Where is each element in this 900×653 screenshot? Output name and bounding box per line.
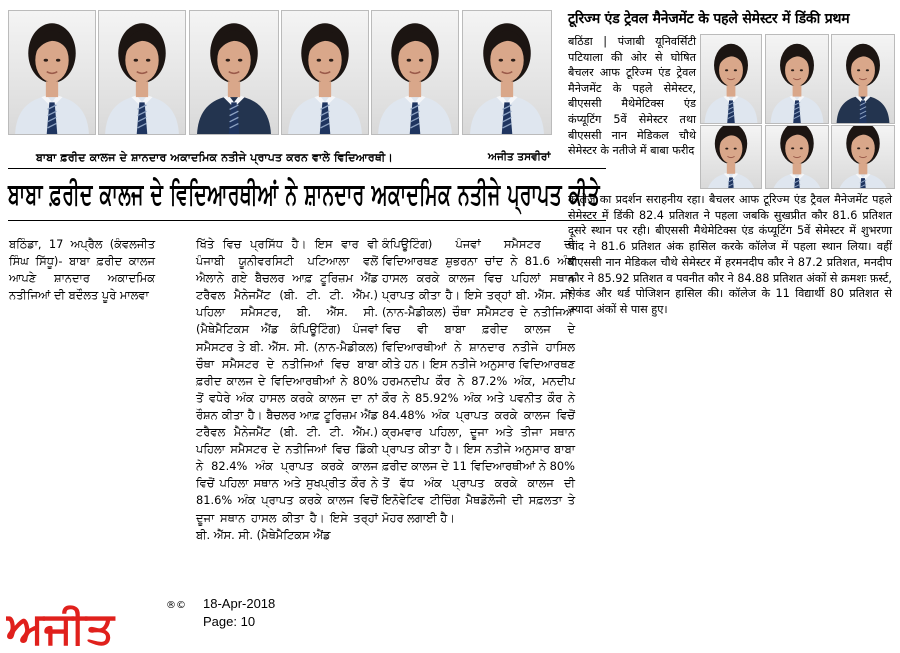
ajit-logo xyxy=(6,601,174,649)
photo-caption: ਬਾਬਾ ਫ਼ਰੀਦ ਕਾਲਜ ਦੇ ਸ਼ਾਨਦਾਰ ਅਕਾਦਮਿਕ ਨਤੀਜੇ ਪ੍ਰਾਪਤ ਕਰਨ ਵਾਲੇ ਵਿਦਿਆਰਥੀ। xyxy=(36,151,393,164)
hindi-intro: बठिंडा | पंजाबी यूनिवर्सिटी पटियाला की ओर से घोषित बैचलर आफ टूरिज्म एंड ट्रेवल मैनेजमेंट के पहले सेमेस्टर, बीएससी मैथेमेटिक्स एंड कंप्यूटिंग 5वें सेमेस्टर तथा बीएससी नान मेडिकल चौथे सेमेस्टर के नतीजे में बाबा फरीद xyxy=(568,35,696,158)
svg-text:ਅਜੀਤ: ਅਜੀਤ xyxy=(6,603,114,649)
page-number: Page: 10 xyxy=(203,614,256,629)
student-photo-5 xyxy=(371,10,459,135)
hindi-headline: टूरिज्म एंड ट्रेवल मैनेजमेंट के पहले सेमेस्टर में डिंकी प्रथम xyxy=(568,11,850,27)
registered-mark: ®© xyxy=(166,600,186,611)
student-photo-6 xyxy=(462,10,552,135)
student-photo-1 xyxy=(8,10,96,135)
student-photo-grid-1 xyxy=(700,34,762,124)
student-photo-grid-2 xyxy=(765,34,829,124)
hindi-body: कॉलेज का प्रदर्शन सराहनीय रहा। बैचलर आफ टूरिज्म एंड ट्रैवल मैनेजमेंट पहले सेमेस्टर में डिंकी 82.4 प्रतिशत ने पहला जबकि सुखप्रीत कौर 81.6 प्रतिशत दूसरे स्थान पर रही। बीएससी मैथेमेटिक्स एंड कंप्यूटिंग 5वें सेमेस्टर में शुभरणा चांद ने 81.6 प्रतिशत अंक हासिल करके कॉलेज में पहला स्थान लिया। वहीं बीएससी नान मेडिकल चौथे सेमेस्टर में हरमनदीप कौर ने 87.2 प्रतिशत, मनदीप कौर ने 85.92 प्रतिशत व पवनीत कौर ने 84.88 प्रतिशत अंकों से क्रमशः फ़र्स्ट, सेकंड और थर्ड पोजिशन हासिल की। कॉलेज के 11 विद्यार्थी 80 प्रतिशत से ज्यादा अंकों से पास हुए। xyxy=(568,193,892,316)
article-column-2: ਖਿੱਤੇ ਵਿਚ ਪ੍ਰਸਿੱਧ ਹੈ। ਇਸ ਵਾਰ ਵੀ ਪੰਜਾਬੀ ਯੂਨੀਵਰਸਿਟੀ ਪਟਿਆਲਾ ਵਲੋਂ ਐਲਾਨੇ ਗਏ ਬੈਚਲਰ ਆਫ਼ ਟੂਰਿਜ਼ਮ ਐਂਡ ਟਰੈਵਲ ਮੈਨੇਜਮੈਂਟ (ਬੀ. ਟੀ. ਟੀ. ਐੱਮ.) ਪਹਿਲਾ ਸਮੈਸਟਰ, ਬੀ. ਐੱਸ. ਸੀ. (ਮੈਥੇਮੈਟਿਕਸ ਐਂਡ ਕੰਪਿਊਟਿੰਗ) ਪੰਜਵਾਂ ਸਮੈਸਟਰ ਤੇ ਬੀ. ਐੱਸ. ਸੀ. (ਨਾਨ-ਮੈਡੀਕਲ) ਚੌਥਾ ਸਮੈਸਟਰ ਦੇ ਨਤੀਜਿਆਂ ਵਿਚ ਬਾਬਾ ਫ਼ਰੀਦ ਕਾਲਜ ਦੇ ਵਿਦਿਆਰਥੀਆਂ ਨੇ 80% ਤੋਂ ਵਧੇਰੇ ਅੰਕ ਹਾਸਲ ਕਰਕੇ ਕਾਲਜ ਦਾ ਨਾਂ ਰੌਸ਼ਨ ਕੀਤਾ ਹੈ। ਬੈਚਲਰ ਆਫ਼ ਟੂਰਿਜ਼ਮ ਐਂਡ ਟਰੈਵਲ ਮੈਨੇਜਮੈਂਟ (ਬੀ. ਟੀ. ਟੀ. ਐੱਮ.) ਪਹਿਲਾ ਸਮੈਸਟਰ ਦੇ ਨਤੀਜਿਆਂ ਵਿਚ ਡਿੰਕੀ ਨੇ 82.4% ਅੰਕ ਪ੍ਰਾਪਤ ਕਰਕੇ ਕਾਲਜ ਵਿਚੋਂ ਪਹਿਲਾ ਸਥਾਨ ਅਤੇ ਸੁਖਪ੍ਰੀਤ ਕੌਰ ਨੇ 81.6% ਅੰਕ ਪ੍ਰਾਪਤ ਕਰਕੇ ਕਾਲਜ ਵਿਚੋਂ ਦੂਜਾ ਸਥਾਨ ਹਾਸਲ ਕੀਤਾ ਹੈ। ਇਸੇ ਤਰ੍ਹਾਂ ਬੀ. ਐੱਸ. ਸੀ. (ਮੈਥੇਮੈਟਿਕਸ ਐਂਡ xyxy=(196,237,378,542)
photo-credit: ਅਜੀਤ ਤਸਵੀਰਾਂ xyxy=(488,151,551,163)
divider xyxy=(8,220,606,221)
student-photo-grid-4 xyxy=(700,125,762,189)
student-photo-3 xyxy=(189,10,279,135)
publication-date: 18-Apr-2018 xyxy=(203,596,276,611)
page-title: ਬਾਬਾ ਫ਼ਰੀਦ ਕਾਲਜ ਦੇ ਵਿਦਿਆਰਥੀਆਂ ਨੇ ਸ਼ਾਨਦਾਰ ਅਕਾਦਮਿਕ ਨਤੀਜੇ ਪ੍ਰਾਪਤ ਕੀਤੇ xyxy=(8,177,600,212)
article-column-3: ਕੰਪਿਊਟਿੰਗ) ਪੰਜਵਾਂ ਸਮੈਸਟਰ ਦੀ ਵਿਦਿਆਰਥਣ ਸ਼ੁਭਰਨਾ ਚਾਂਦ ਨੇ 81.6 ਅੰਕ ਹਾਸਲ ਕਰਕੇ ਕਾਲਜ ਵਿਚ ਪਹਿਲਾਂ ਸਥਾਨ ਪ੍ਰਾਪਤ ਕੀਤਾ ਹੈ। ਇਸੇ ਤਰ੍ਹਾਂ ਬੀ. ਐੱਸ. ਸੀ. (ਨਾਨ-ਮੈਡੀਕਲ) ਚੌਥਾ ਸਮੈਸਟਰ ਦੇ ਨਤੀਜਿਆਂ ਵਿਚ ਵੀ ਬਾਬਾ ਫ਼ਰੀਦ ਕਾਲਜ ਦੇ ਵਿਦਿਆਰਥੀਆਂ ਨੇ ਸ਼ਾਨਦਾਰ ਨਤੀਜੇ ਹਾਸਿਲ ਕੀਤੇ ਹਨ। ਇਸ ਨਤੀਜੇ ਅਨੁਸਾਰ ਵਿਦਿਆਰਥਣ ਹਰਮਨਦੀਪ ਕੌਰ ਨੇ 87.2% ਅੰਕ, ਮਨਦੀਪ ਕੌਰ ਨੇ 85.92% ਅੰਕ ਅਤੇ ਪਵਨੀਤ ਕੌਰ ਨੇ 84.48% ਅੰਕ ਪ੍ਰਾਪਤ ਕਰਕੇ ਕਾਲਜ ਵਿਚੋਂ ਕ੍ਰਮਵਾਰ ਪਹਿਲਾ, ਦੂਜਾ ਅਤੇ ਤੀਜਾ ਸਥਾਨ ਪ੍ਰਾਪਤ ਕੀਤਾ ਹੈ। ਇਸ ਨਤੀਜੇ ਅਨੁਸਾਰ ਬਾਬਾ ਫ਼ਰੀਦ ਕਾਲਜ ਦੇ 11 ਵਿਦਿਆਰਥੀਆਂ ਨੇ 80% ਤੋਂ ਵੱਧ ਅੰਕ ਪ੍ਰਾਪਤ ਕਰਕੇ ਕਾਲਜ ਦੀ ਇਨੋਵੇਟਿਵ ਟੀਚਿੰਗ ਮੈਥਡੋਲੋਜੀ ਦੀ ਸਫ਼ਲਤਾ ਤੇ ਮੋਹਰ ਲਗਾਈ ਹੈ। xyxy=(382,237,575,525)
student-photo-grid-3 xyxy=(831,34,895,124)
student-photo-2 xyxy=(98,10,186,135)
student-photo-grid-5 xyxy=(765,125,829,189)
article-column-1: ਬਠਿੰਡਾ, 17 ਅਪ੍ਰੈਲ (ਕੰਵਲਜੀਤ ਸਿੰਘ ਸਿੱਧੂ)- ਬਾਬਾ ਫ਼ਰੀਦ ਕਾਲਜ ਆਪਣੇ ਸ਼ਾਨਦਾਰ ਅਕਾਦਮਿਕ ਨਤੀਜਿਆਂ ਦੀ ਬਦੌਲਤ ਪੂਰੇ ਮਾਲਵਾ xyxy=(9,237,155,303)
divider xyxy=(8,168,606,169)
student-photo-4 xyxy=(281,10,369,135)
student-photo-grid-6 xyxy=(831,125,895,189)
